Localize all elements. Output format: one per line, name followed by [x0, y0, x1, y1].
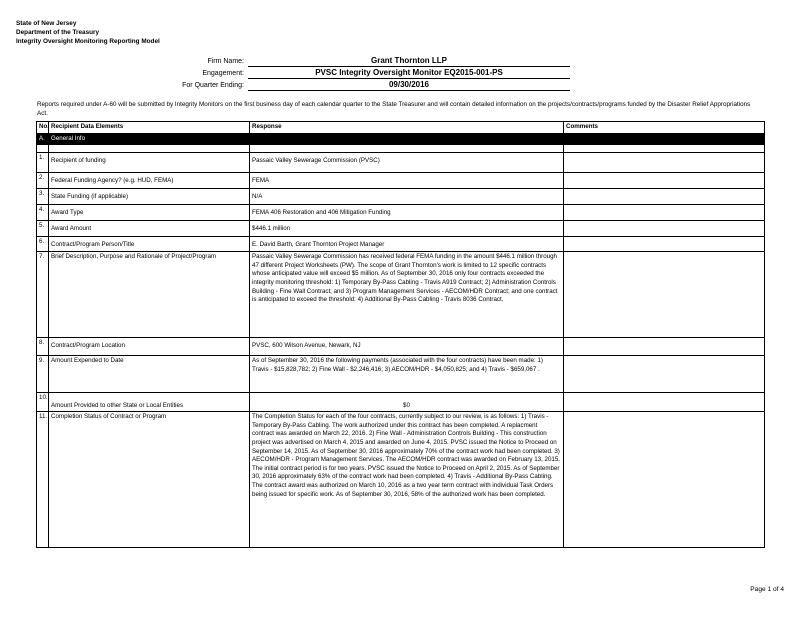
- section-row-general-info: [37, 133, 765, 145]
- row-element: Completion Status of Contract or Program: [49, 412, 250, 548]
- org-line-state: State of New Jersey: [16, 20, 77, 27]
- table-row: [37, 153, 765, 173]
- row-comments: [564, 252, 765, 338]
- engagement-label: Engagement:: [202, 70, 244, 77]
- row-number: 11.: [37, 412, 49, 548]
- row-comments: [564, 393, 765, 412]
- row-element: Amount Expended to Date: [49, 356, 250, 393]
- row-element: Federal Funding Agency? (e.g. HUD, FEMA): [49, 173, 250, 189]
- quarter-ending-row: [150, 79, 570, 91]
- row-response: As of September 30, 2016 the following payments (associated with the four contracts) have been made: 1) Travis - $15,828,782; 2) Fine Wall - $2,246,416; 3) AECOM/HDR - $4,050,825; and 4) Travis - $659,067 .: [250, 356, 564, 393]
- row-response: Passaic Valley Sewerage Commission (PVSC): [250, 153, 564, 173]
- row-comments: [564, 221, 765, 237]
- row-response: PVSC, 600 Wilson Avenue, Newark, NJ: [250, 338, 564, 356]
- org-line-model: Integrity Oversight Monitoring Reporting Model: [16, 38, 160, 45]
- org-line-department: Department of the Treasury: [16, 29, 100, 36]
- row-comments: [564, 173, 765, 189]
- section-title: General Info: [49, 133, 250, 145]
- intro-paragraph: Reports required under A-60 will be submitted by Integrity Monitors on the first business day of each calendar quarter to the State Treasurer and will contain detailed information on the projects/contracts/programs funded by the Disaster Relief Appropriations Act.: [37, 101, 751, 117]
- row-comments: [564, 412, 765, 548]
- row-response: $446.1 million: [250, 221, 564, 237]
- row-number: 9.: [37, 356, 49, 393]
- engagement-value: PVSC Integrity Oversight Monitor EQ2015-001-PS: [248, 68, 570, 79]
- table-header-row: [37, 122, 765, 134]
- row-number: 10.: [37, 393, 49, 412]
- table-row: [37, 393, 765, 412]
- quarter-ending-value: 09/30/2016: [248, 80, 570, 91]
- table-row: [37, 412, 765, 548]
- row-number: 8.: [37, 338, 49, 356]
- row-comments: [564, 189, 765, 205]
- row-number: 5.: [37, 221, 49, 237]
- row-element: Contract/Program Location: [49, 338, 250, 356]
- row-element: Contract/Program Person/Title: [49, 237, 250, 252]
- row-element: Award Type: [49, 205, 250, 221]
- row-element: State Funding (if applicable): [49, 189, 250, 205]
- firm-name-row: [150, 55, 570, 67]
- page-number: Page 1 of 4: [750, 586, 784, 593]
- column-header-element: Recipient Data Elements: [49, 122, 250, 134]
- row-number: 6.: [37, 237, 49, 252]
- table-row: [37, 173, 765, 189]
- row-element: Amount Provided to other State or Local Entities: [49, 393, 250, 412]
- table-row: [37, 237, 765, 252]
- row-response: N/A: [250, 189, 564, 205]
- engagement-row: [150, 67, 570, 79]
- table-row: [37, 189, 765, 205]
- column-header-no: No.: [37, 122, 49, 134]
- spacer-row: [37, 145, 765, 153]
- row-response: FEMA: [250, 173, 564, 189]
- report-table: [36, 121, 765, 548]
- table-row: [37, 252, 765, 338]
- row-response: FEMA 406 Restoration and 406 Mitigation Funding: [250, 205, 564, 221]
- row-element: Award Amount: [49, 221, 250, 237]
- row-number: 2.: [37, 173, 49, 189]
- row-element: Recipient of funding: [49, 153, 250, 173]
- row-comments: [564, 205, 765, 221]
- row-comments: [564, 153, 765, 173]
- table-row: [37, 205, 765, 221]
- column-header-response: Response: [250, 122, 564, 134]
- row-comments: [564, 356, 765, 393]
- row-comments: [564, 338, 765, 356]
- firm-name-value: Grant Thornton LLP: [248, 56, 570, 67]
- row-response: Passaic Valley Sewerage Commission has received federal FEMA funding in the amount $446.1 million through 47 different Project Worksheets (PW). The scope of Grant Thornton's work is limited to 12 specific contracts whose anticipated value will exceed $5 million. As of September 30, 2016 only four contracts exceeded the integrity monitoring threshold: 1) Temporary By-Pass Cabling - Travis A919 Contract; 2) Administration Controls Building - Fine Wall Contract; and 3) Program Management Services - AECOM/HDR Contract; and one contract is anticipated to exceed the threshold: 4) Additional By-Pass Cabling - Travis 8036 Contract.: [250, 252, 564, 338]
- section-id: A.: [37, 133, 49, 145]
- row-response: E. David Barth, Grant Thornton Project Manager: [250, 237, 564, 252]
- firm-name-label: Firm Name:: [207, 58, 244, 65]
- organization-header: [16, 19, 160, 46]
- quarter-ending-label: For Quarter Ending:: [182, 82, 244, 89]
- table-row: [37, 356, 765, 393]
- engagement-info: [150, 55, 570, 91]
- row-number: 7.: [37, 252, 49, 338]
- row-number: 3.: [37, 189, 49, 205]
- row-number: 1.: [37, 153, 49, 173]
- row-number: 4.: [37, 205, 49, 221]
- row-element: Brief Description, Purpose and Rationale of Project/Program: [49, 252, 250, 338]
- column-header-comments: Comments: [564, 122, 765, 134]
- row-response: The Completion Status for each of the four contracts, currently subject to our review, is as follows: 1) Travis - Temporary By-Pass Cabling. The work authorized under this contract has been completed. A replacment contract was awarded on March 22, 2016. 2) Fine Wall - Administration Controls Building - This construction project was advertised on March 4, 2015 and awarded on June 4, 2015. PVSC issued the Notice to Proceed on September 14, 2015. As of September 30, 2016 approximately 70% of the contract work had been completed. 3) AECOM/HDR - Program Management Services. The AECOM/HDR contract was awarded on February 13, 2015. The initial contract period is for two years. PVSC issued the Notice to Proceed on April 2, 2015. As of September 30, 2016 approximately 63% of the contract work had been completed. 4) Travis - Additional By-Pass Cabling. The contract award was authorized on March 10, 2016 as a two year term contract with individual Task Orders being issued for specific work. As of September 30, 2016, 58% of the authorized work has been completed.: [250, 412, 564, 548]
- row-response: $0: [250, 393, 564, 412]
- table-row: [37, 338, 765, 356]
- row-comments: [564, 237, 765, 252]
- table-row: [37, 221, 765, 237]
